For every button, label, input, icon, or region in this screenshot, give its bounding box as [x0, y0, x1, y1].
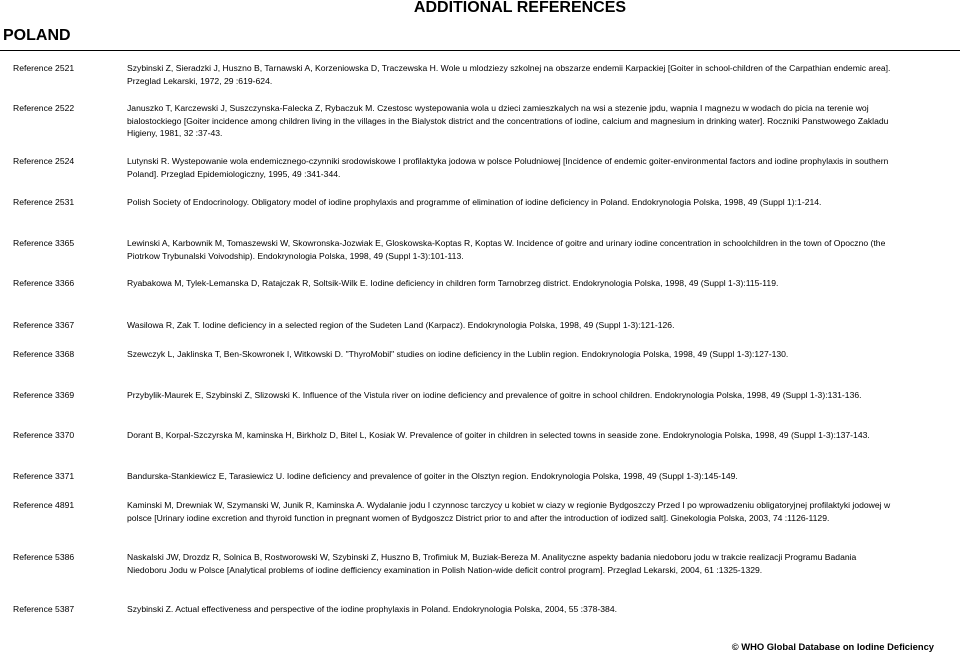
country-heading: POLAND: [3, 27, 71, 44]
reference-label: Reference 3371: [13, 471, 75, 481]
reference-citation: Dorant B, Korpal-Szczyrska M, kaminska H, Birkholz D, Bitel L, Kosiak W. Prevalence of goiter in children in selected towns in seaside zone. Endokrynologia Polska, 1998, 49 (Suppl 1-3):137-143.: [127, 430, 870, 440]
reference-citation: Lutynski R. Wystepowanie wola endemicznego-czynniki srodowiskowe I profilaktyka jodowa w polsce Poludniowej [Incidence of endemic goiter-environmental factors and iodine prophylaxis in southern Poland]. Przeglad Epidemiologiczny, 1995, 49 :341-344.: [127, 156, 889, 179]
reference-label: Reference 2524: [13, 156, 75, 166]
copyright-footer: © WHO Global Database on Iodine Deficiency: [731, 641, 934, 652]
reference-label: Reference 2521: [13, 63, 75, 73]
reference-label: Reference 3368: [13, 349, 75, 359]
reference-citation: Bandurska-Stankiewicz E, Tarasiewicz U. Iodine deficiency and prevalence of goiter in the Olsztyn region. Endokrynologia Polska, 1998, 49 (Suppl 1-3):145-149.: [127, 471, 738, 481]
reference-citation: Ryabakowa M, Tylek-Lemanska D, Ratajczak R, Soltsik-Wilk E. Iodine deficiency in children form Tarnobrzeg district. Endokrynologia Polska, 1998, 49 (Suppl 1-3):115-119.: [127, 278, 779, 288]
reference-label: Reference 5386: [13, 552, 75, 562]
reference-label: Reference 2531: [13, 197, 75, 207]
reference-label: Reference 5387: [13, 604, 75, 614]
reference-citation: Szybinski Z. Actual effectiveness and perspective of the iodine prophylaxis in Poland. Endokrynologia Polska, 2004, 55 :378-384.: [127, 604, 617, 614]
reference-label: Reference 3370: [13, 430, 75, 440]
reference-citation: Przybylik-Maurek E, Szybinski Z, Slizowski K. Influence of the Vistula river on iodine deficiency and prevalence of goitre in school children. Endokrynologia Polska, 1998, 49 (Suppl 1-3):131-136.: [127, 390, 862, 400]
reference-label: Reference 3365: [13, 238, 75, 248]
reference-label: Reference 3367: [13, 320, 75, 330]
reference-citation: Lewinski A, Karbownik M, Tomaszewski W, Skowronska-Jozwiak E, Gloskowska-Koptas R, Koptas W. Incidence of goitre and urinary iodine concentration in schoolchildren in the town of Opoczno (the Piotrkow Trybunalski Voivodship). Endokrynologia Polska, 1998, 49 (Suppl 1-3):101-113.: [127, 238, 886, 261]
reference-citation: Szybinski Z, Sieradzki J, Huszno B, Tarnawski A, Korzeniowska D, Traczewska H. Wole u mlodziezy szkolnej na obszarze endemii Karpackiej [Goiter in school-children of the Carpathian endemic area]. Przeglad Lekarski, 1972, 29 :619-624.: [127, 63, 891, 86]
reference-citation: Kaminski M, Drewniak W, Szymanski W, Junik R, Kaminska A. Wydalanie jodu I czynnosc tarczycy u kobiet w ciazy w regionie Bydgoszczy Przed I po wprowadzeniu obligatoryjnej profilaktyki jodowej w polsce [Urinary iodine excretion and thyroid function in pregnant women of Bydgoszcz District prior to and after the introduction of iodized salt]. Ginekologia Polska, 2003, 74 :1126-1129.: [127, 500, 891, 523]
reference-citation: Naskalski JW, Drozdz R, Solnica B, Rostworowski W, Szybinski Z, Huszno B, Trofimiuk M, Buziak-Bereza M. Analityczne aspekty badania niedoboru jodu w trakcie realizacji Programu Badania Niedoboru Jodu w Polsce [Analytical problems of iodine defficiency examination in Polish Nation-wide deficit control program]. Przeglad Lekarski, 2004, 61 :1325-1329.: [127, 552, 857, 575]
reference-label: Reference 3366: [13, 278, 75, 288]
header-divider: [0, 50, 960, 51]
reference-citation: Szewczyk L, Jaklinska T, Ben-Skowronek I, Witkowski D. "ThyroMobil" studies on iodine deficiency in the Lublin region. Endokrynologia Polska, 1998, 49 (Suppl 1-3):127-130.: [127, 349, 789, 359]
reference-label: Reference 2522: [13, 103, 75, 113]
reference-citation: Januszko T, Karczewski J, Suszczynska-Falecka Z, Rybaczuk M. Czestosc wystepowania wola u dzieci zamieszkalych na wsi a stezenie jpdu, wapnia I magnezu w wodach do picia na terenie woj bialostockiego [Goiter incidence among children living in the villages in the Bialystok district and the concentrations of iodine, calcium and magnesium in drinking water]. Roczniki Panstwowego Zakladu Higieny, 1981, 32 :37-43.: [127, 103, 889, 138]
reference-citation: Polish Society of Endocrinology. Obligatory model of iodine prophylaxis and programme of elimination of iodine deficiency in Poland. Endokrynologia Polska, 1998, 49 (Suppl 1):1-214.: [127, 197, 822, 207]
reference-label: Reference 3369: [13, 390, 75, 400]
reference-citation: Wasilowa R, Zak T. Iodine deficiency in a selected region of the Sudeten Land (Karpacz). Endokrynologia Polska, 1998, 49 (Suppl 1-3):121-126.: [127, 320, 675, 330]
page-title: ADDITIONAL REFERENCES: [413, 0, 627, 16]
reference-label: Reference 4891: [13, 500, 75, 510]
